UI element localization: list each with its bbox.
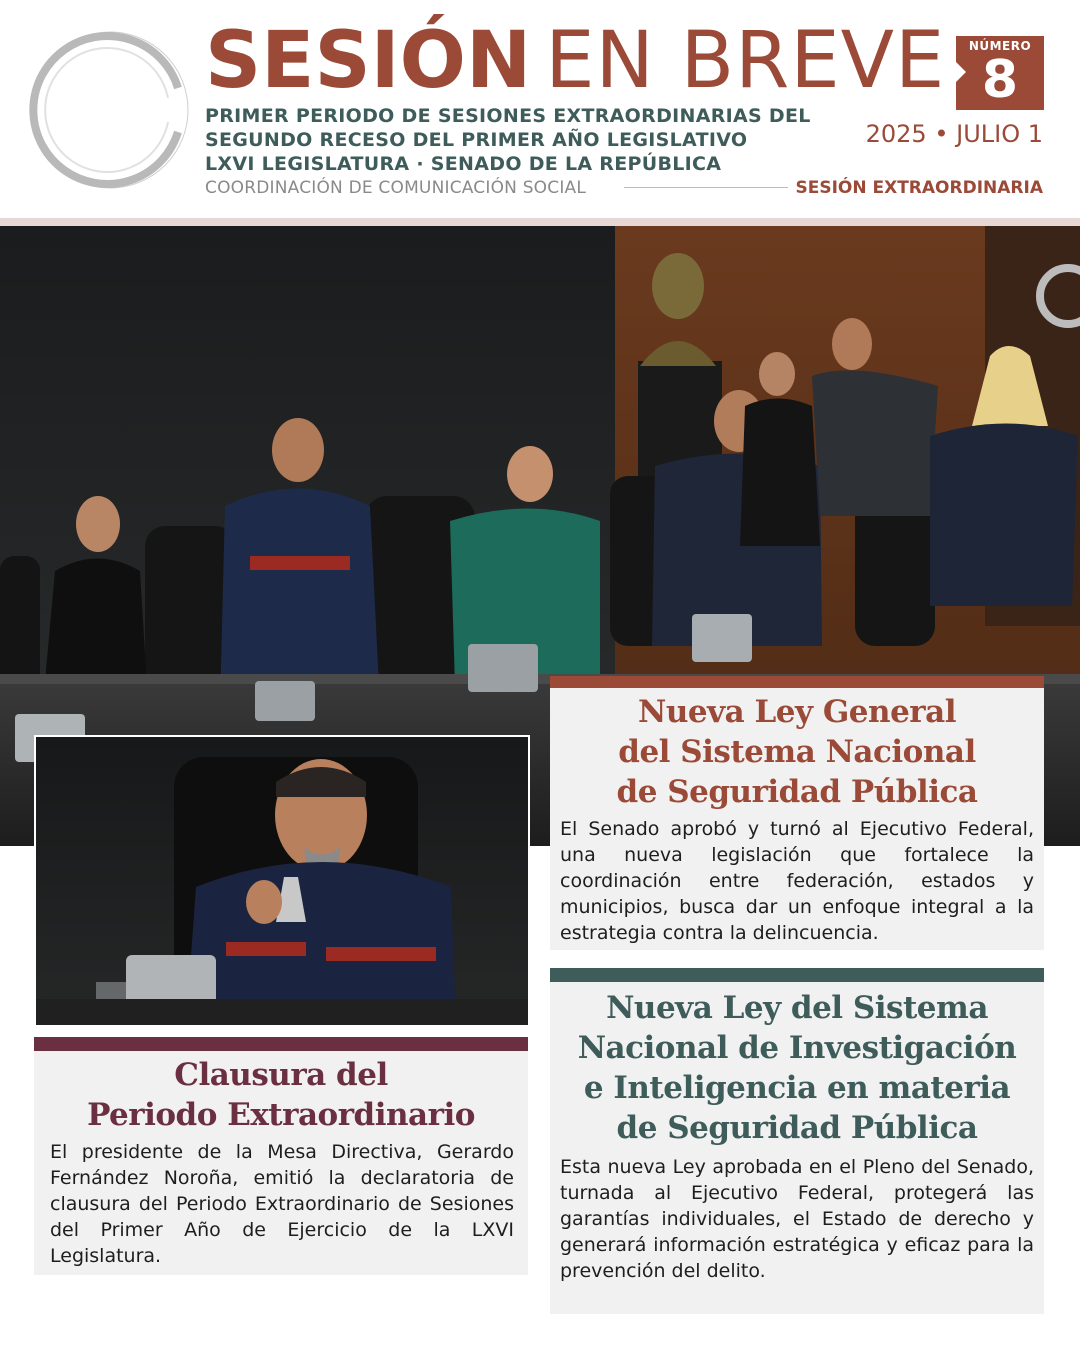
article-title-line: Nueva Ley del Sistema <box>606 990 988 1026</box>
publication-title <box>205 16 946 106</box>
article-title-line: de Seguridad Pública <box>616 774 978 810</box>
article-title-line: Clausura del <box>174 1057 388 1093</box>
circle-logo-icon <box>28 28 192 192</box>
issue-number-label: NÚMERO <box>968 39 1032 53</box>
header-divider-bar <box>0 218 1080 226</box>
article-body: El Senado aprobó y turnó al Ejecutivo Federal, una nueva legislación que fortalece la coordinación entre federación, estados y municipios, busca dar un enfoque integral a la estrategia contra la delincuencia. <box>560 818 1034 944</box>
article-title-line: del Sistema Nacional <box>618 734 976 770</box>
subtitle-line: PRIMER PERIODO DE SESIONES EXTRAORDINARIAS DEL <box>205 105 811 127</box>
article-title <box>550 692 1044 812</box>
article-accent-bar <box>550 968 1044 982</box>
issue-number-badge <box>956 36 1044 110</box>
article-title <box>34 1055 528 1135</box>
president-bell-photo <box>34 735 530 1027</box>
subtitle-line: SEGUNDO RECESO DEL PRIMER AÑO LEGISLATIVO <box>205 129 748 151</box>
issue-number-value: 8 <box>981 50 1019 110</box>
header <box>0 0 1080 218</box>
session-type-label: SESIÓN EXTRAORDINARIA <box>795 178 1043 198</box>
article-card-ley-investigacion-inteligencia <box>550 968 1044 1314</box>
divider <box>624 187 788 188</box>
title-bold: SESIÓN <box>205 16 532 106</box>
title-light: EN BREVE <box>545 16 946 106</box>
article-title-line: Periodo Extraordinario <box>87 1097 475 1133</box>
publication-subtitle <box>205 104 811 176</box>
article-body: Esta nueva Ley aprobada en el Pleno del Senado, turnada al Ejecutivo Federal, protegerá las garantías individuales, el Estado de derecho y generará información estratégica y eficaz para la prevención del delito. <box>560 1156 1034 1282</box>
coordination-label: COORDINACIÓN DE COMUNICACIÓN SOCIAL <box>205 178 587 198</box>
article-card-ley-seguridad-publica <box>550 676 1044 950</box>
article-accent-bar <box>34 1037 528 1051</box>
article-accent-bar <box>550 676 1044 688</box>
article-title-line: Nueva Ley General <box>638 694 956 730</box>
article-card-clausura-periodo <box>34 1037 528 1275</box>
article-title-line: de Seguridad Pública <box>616 1110 978 1146</box>
article-title-line: e Inteligencia en materia <box>583 1070 1011 1106</box>
article-title-line: Nacional de Investigación <box>577 1030 1017 1066</box>
article-title <box>550 988 1044 1148</box>
issue-date: 2025 • JULIO 1 <box>865 120 1043 148</box>
subtitle-line: LXVI LEGISLATURA · SENADO DE LA REPÚBLICA <box>205 153 722 175</box>
article-body: El presidente de la Mesa Directiva, Gerardo Fernández Noroña, emitió la declaratoria de clausura del Periodo Extraordinario de Sesiones del Primer Año de Ejercicio de la LXVI Legislatura. <box>50 1141 514 1267</box>
